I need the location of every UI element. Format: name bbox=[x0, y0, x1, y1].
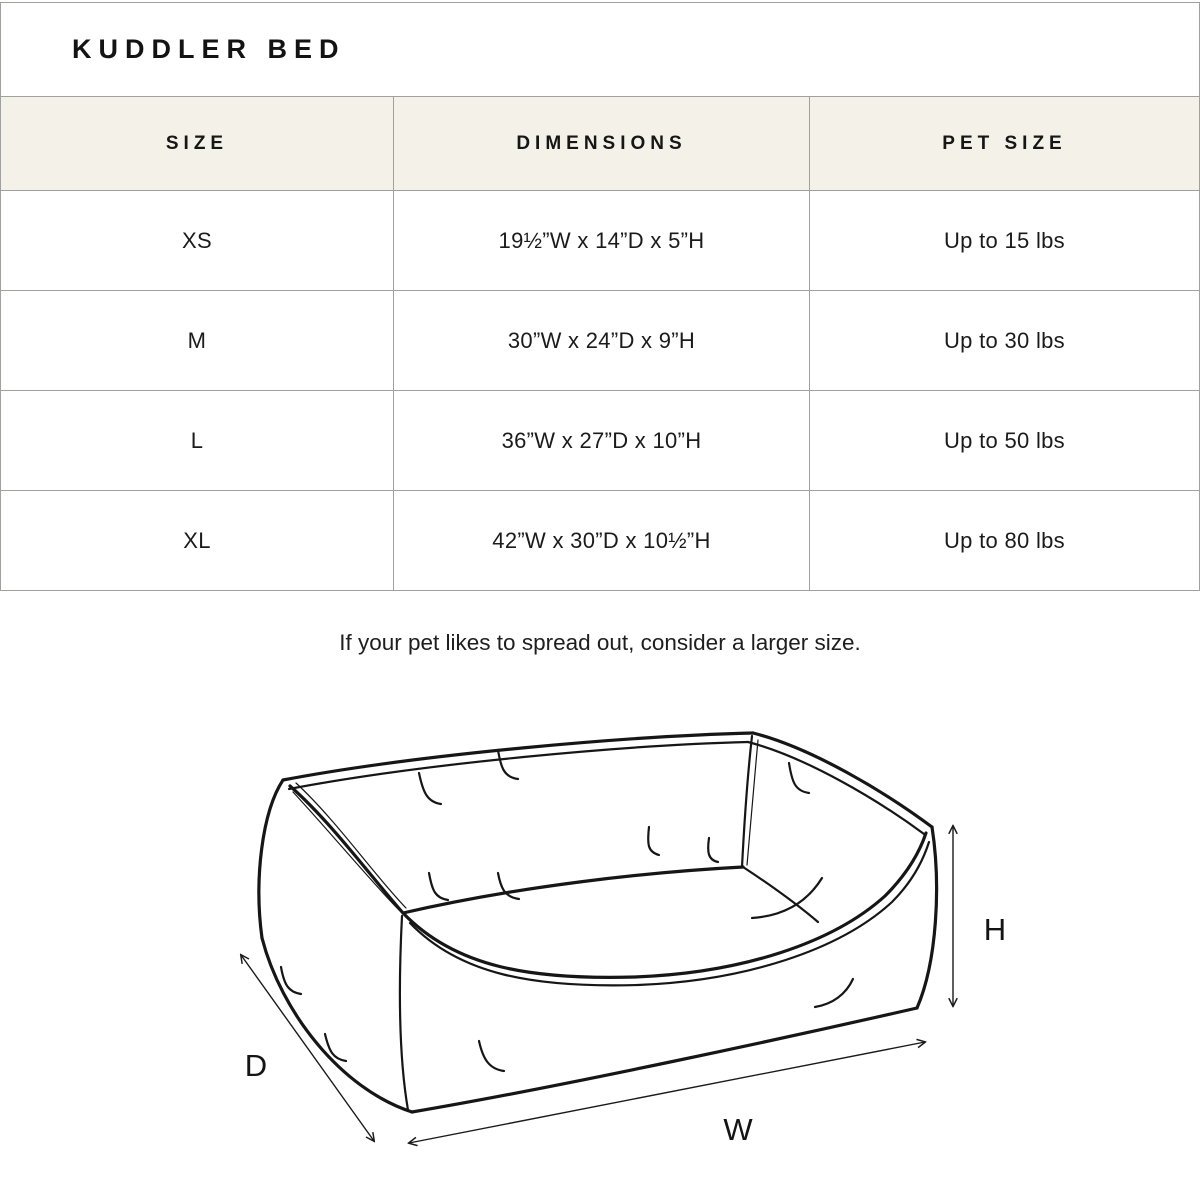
dimensions-cell: 30”W x 24”D x 9”H bbox=[394, 291, 810, 391]
table-row-xs bbox=[1, 191, 1200, 291]
column-header-size: SIZE bbox=[1, 97, 394, 191]
pet-size-cell: Up to 80 lbs bbox=[810, 491, 1200, 591]
column-header-dimensions: DIMENSIONS bbox=[394, 97, 810, 191]
page-title: KUDDLER BED bbox=[72, 34, 346, 64]
bed-sketch-outline bbox=[259, 733, 937, 1112]
column-header-pet-size: PET SIZE bbox=[810, 97, 1200, 191]
table-header-row bbox=[1, 97, 1200, 191]
dimensions-cell: 42”W x 30”D x 10½”H bbox=[394, 491, 810, 591]
width-arrow bbox=[409, 1042, 925, 1143]
bed-sketch-tufts bbox=[281, 750, 853, 1071]
pet-size-cell: Up to 15 lbs bbox=[810, 191, 1200, 291]
size-chart-table bbox=[0, 2, 1200, 591]
depth-label: D bbox=[244, 1048, 268, 1083]
size-cell: XL bbox=[1, 491, 394, 591]
bed-diagram bbox=[0, 680, 1200, 1200]
size-cell: L bbox=[1, 391, 394, 491]
size-cell: M bbox=[1, 291, 394, 391]
title-row bbox=[1, 3, 1200, 97]
pet-size-cell: Up to 30 lbs bbox=[810, 291, 1200, 391]
table-row-m bbox=[1, 291, 1200, 391]
width-label: W bbox=[723, 1112, 753, 1147]
sizing-note: If your pet likes to spread out, consider a larger size. bbox=[339, 630, 861, 655]
table-row-l bbox=[1, 391, 1200, 491]
height-label: H bbox=[983, 912, 1007, 947]
dimensions-cell: 36”W x 27”D x 10”H bbox=[394, 391, 810, 491]
size-cell: XS bbox=[1, 191, 394, 291]
dimensions-cell: 19½”W x 14”D x 5”H bbox=[394, 191, 810, 291]
pet-size-cell: Up to 50 lbs bbox=[810, 391, 1200, 491]
table-row-xl bbox=[1, 491, 1200, 591]
